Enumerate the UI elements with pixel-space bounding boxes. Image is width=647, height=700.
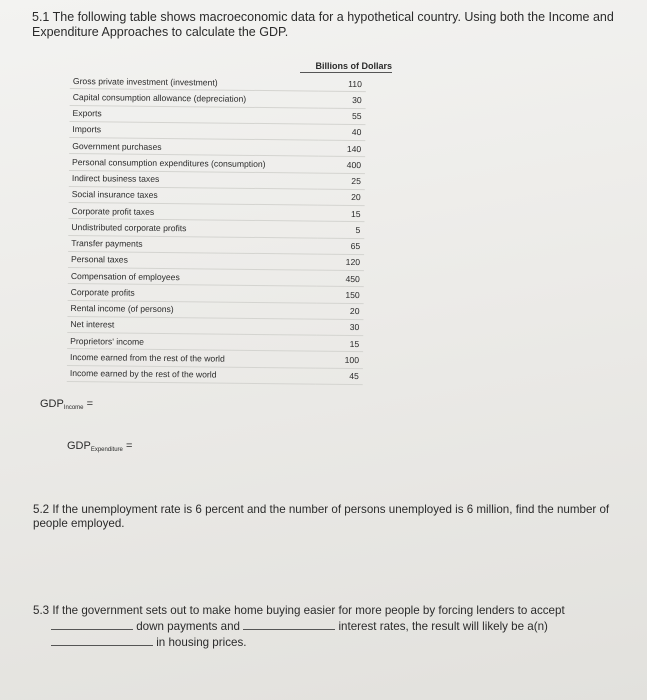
row-value: 65 <box>317 238 364 255</box>
row-label: Rental income (of persons) <box>67 300 316 319</box>
row-value: 20 <box>316 303 363 320</box>
question-5-2: 5.2 If the unemployment rate is 6 percent and the number of persons unemployed is 6 million, find the number of people employed. <box>33 503 610 530</box>
row-label: Imports <box>69 121 318 140</box>
row-value: 400 <box>318 156 365 173</box>
row-value: 55 <box>318 108 365 125</box>
row-value: 30 <box>316 319 363 336</box>
row-label: Undistributed corporate profits <box>68 219 317 238</box>
gdp-expenditure-label: GDP <box>67 440 91 452</box>
blank-2[interactable] <box>243 618 335 630</box>
question-5-3-part-b: interest rates, the result will likely be a(n) <box>338 620 548 633</box>
row-value: 110 <box>319 76 366 92</box>
row-label: Exports <box>69 105 318 124</box>
row-label: Social insurance taxes <box>69 186 318 205</box>
row-label: Personal consumption expenditures (consumption) <box>69 154 318 173</box>
table-header-billions: Billions of Dollars <box>300 61 392 73</box>
question-5-3-line1: 5.3 If the government sets out to make home buying easier for more people by forcing lenders to accept <box>33 604 565 617</box>
row-label: Income earned from the rest of the world <box>67 349 316 368</box>
gdp-income-label: GDP <box>40 398 64 410</box>
row-value: 450 <box>317 270 364 287</box>
row-label: Corporate profits <box>68 284 317 303</box>
table-row <box>67 365 363 384</box>
blank-1[interactable] <box>51 618 133 630</box>
gdp-expenditure-subscript: Expenditure <box>90 447 123 453</box>
row-value: 140 <box>318 140 365 157</box>
blank-3[interactable] <box>51 634 153 646</box>
row-label: Compensation of employees <box>68 267 317 286</box>
gdp-expenditure-equals: = <box>125 440 133 452</box>
row-value: 30 <box>319 91 366 108</box>
row-value: 25 <box>318 173 365 190</box>
row-label: Corporate profit taxes <box>68 202 317 221</box>
gdp-income-subscript: Income <box>63 405 84 411</box>
row-value: 120 <box>317 254 364 271</box>
row-value: 20 <box>318 189 365 206</box>
row-value: 5 <box>317 221 364 238</box>
row-label: Gross private investment (investment) <box>70 73 319 91</box>
row-value: 15 <box>317 205 364 222</box>
question-5-3-part-c: in housing prices. <box>156 636 247 649</box>
row-label: Income earned by the rest of the world <box>67 365 316 384</box>
macro-data-table <box>67 73 366 385</box>
question-5-3-part-a: down payments and <box>136 620 241 633</box>
row-value: 15 <box>316 335 363 352</box>
row-label: Indirect business taxes <box>69 170 318 189</box>
question-5-3 <box>33 604 618 650</box>
question-5-1: 5.1 The following table shows macroeconomic data for a hypothetical country. Using both the Income and Expenditure Approaches to calculate the GDP. <box>32 10 614 39</box>
gdp-income-line <box>40 398 93 411</box>
row-value: 45 <box>316 368 363 385</box>
row-value: 40 <box>318 124 365 141</box>
row-label: Personal taxes <box>68 251 317 270</box>
row-label: Transfer payments <box>68 235 317 254</box>
row-label: Proprietors' income <box>67 332 316 351</box>
gdp-income-equals: = <box>86 398 94 410</box>
row-label: Government purchases <box>69 137 318 156</box>
row-label: Capital consumption allowance (depreciation) <box>70 89 319 108</box>
row-value: 150 <box>317 286 364 303</box>
row-label: Net interest <box>67 316 316 335</box>
gdp-expenditure-line <box>67 440 132 453</box>
row-value: 100 <box>316 351 363 368</box>
